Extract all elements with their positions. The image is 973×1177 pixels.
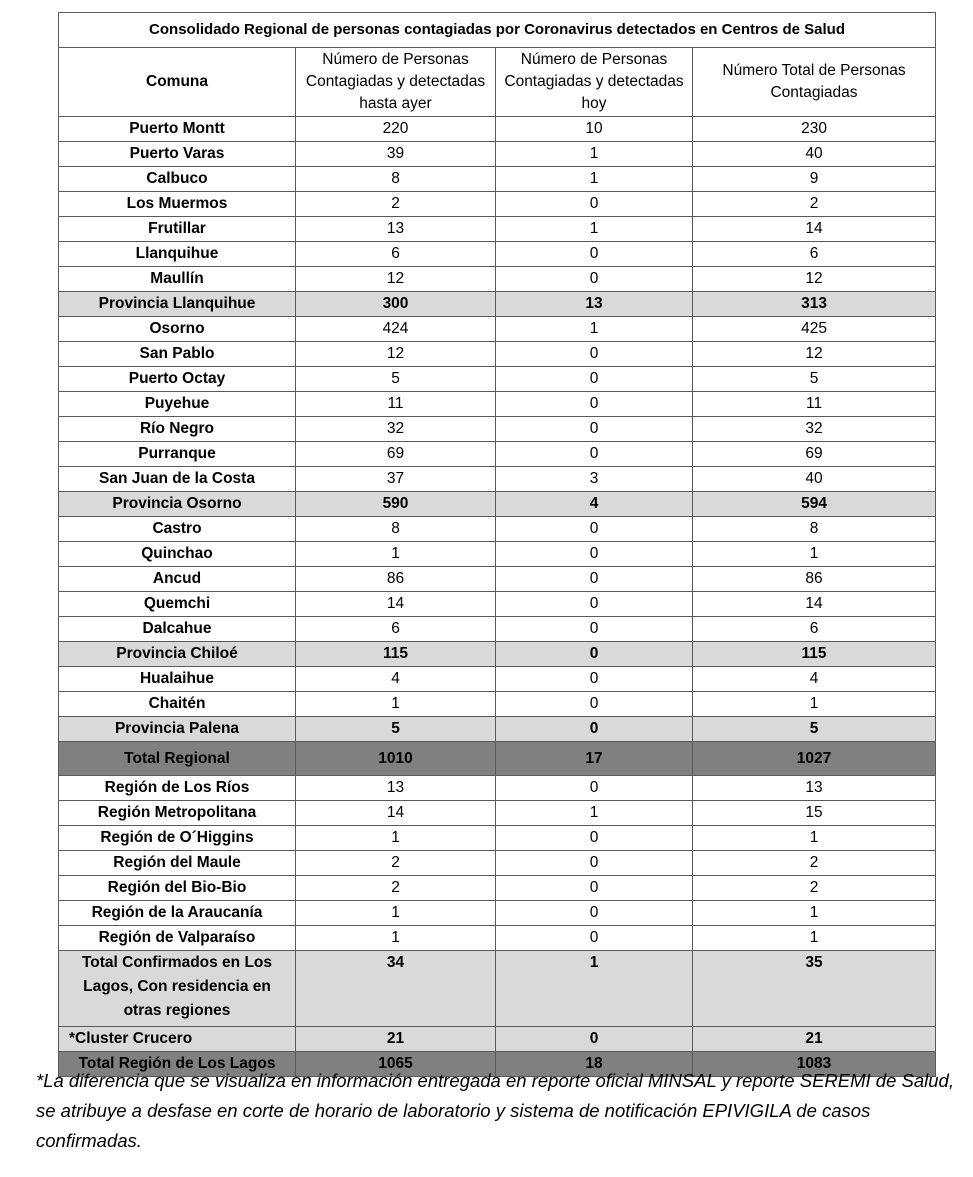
ayer-cell: 14 [296,592,496,617]
table-row [59,192,936,217]
ayer-cell: 8 [296,167,496,192]
comuna-cell: *Cluster Crucero [59,1027,296,1052]
table-title: Consolidado Regional de personas contagiadas por Coronavirus detectados en Centros de Salud [59,13,936,48]
total-cell: 1027 [693,742,936,776]
cluster-row [59,1027,936,1052]
comuna-cell: Región de O´Higgins [59,826,296,851]
header-hoy: Número de Personas Contagiadas y detectadas hoy [496,48,693,117]
table-row [59,851,936,876]
table-row [59,926,936,951]
table-title-row [59,13,936,48]
total-cell: 13 [693,776,936,801]
hoy-cell: 13 [496,292,693,317]
ayer-cell: 1 [296,692,496,717]
ayer-cell: 5 [296,367,496,392]
ayer-cell: 69 [296,442,496,467]
hoy-cell: 1 [496,142,693,167]
dark-row [59,742,936,776]
total-cell: 1083 [693,1052,936,1077]
ayer-cell: 21 [296,1027,496,1052]
total-cell: 35 [693,951,936,1027]
hoy-cell: 0 [496,242,693,267]
table-row [59,776,936,801]
table-row [59,117,936,142]
comuna-cell: Total Regional [59,742,296,776]
comuna-cell: Total Confirmados en Los Lagos, Con residencia en otras regiones [59,951,296,1027]
hoy-cell: 4 [496,492,693,517]
hoy-cell: 3 [496,467,693,492]
subtotal-row [59,951,936,1027]
ayer-cell: 12 [296,267,496,292]
hoy-cell: 0 [496,851,693,876]
header-ayer: Número de Personas Contagiadas y detectadas hasta ayer [296,48,496,117]
table-header-row [59,48,936,117]
hoy-cell: 0 [496,826,693,851]
hoy-cell: 0 [496,876,693,901]
total-cell: 69 [693,442,936,467]
comuna-cell: Puerto Octay [59,367,296,392]
ayer-cell: 1010 [296,742,496,776]
ayer-cell: 115 [296,642,496,667]
table-row [59,167,936,192]
total-cell: 12 [693,342,936,367]
ayer-cell: 2 [296,851,496,876]
hoy-cell: 0 [496,1027,693,1052]
total-cell: 6 [693,617,936,642]
total-cell: 14 [693,592,936,617]
ayer-cell: 1 [296,826,496,851]
hoy-cell: 1 [496,801,693,826]
comuna-cell: Dalcahue [59,617,296,642]
ayer-cell: 11 [296,392,496,417]
comuna-cell: Ancud [59,567,296,592]
hoy-cell: 0 [496,592,693,617]
comuna-cell: Provincia Osorno [59,492,296,517]
comuna-cell: San Juan de la Costa [59,467,296,492]
total-cell: 425 [693,317,936,342]
hoy-cell: 0 [496,542,693,567]
total-cell: 230 [693,117,936,142]
comuna-cell: Provincia Chiloé [59,642,296,667]
total-cell: 115 [693,642,936,667]
comuna-cell: Maullín [59,267,296,292]
comuna-cell: Total Región de Los Lagos [59,1052,296,1077]
ayer-cell: 13 [296,776,496,801]
comuna-cell: Región del Maule [59,851,296,876]
header-comuna: Comuna [59,48,296,117]
ayer-cell: 4 [296,667,496,692]
table-row [59,592,936,617]
comuna-cell: Frutillar [59,217,296,242]
hoy-cell: 1 [496,951,693,1027]
hoy-cell: 0 [496,517,693,542]
hoy-cell: 0 [496,776,693,801]
hoy-cell: 18 [496,1052,693,1077]
comuna-cell: Provincia Llanquihue [59,292,296,317]
total-cell: 40 [693,142,936,167]
table-row [59,242,936,267]
ayer-cell: 1 [296,901,496,926]
table-row [59,667,936,692]
ayer-cell: 300 [296,292,496,317]
total-cell: 40 [693,467,936,492]
comuna-cell: Osorno [59,317,296,342]
hoy-cell: 0 [496,667,693,692]
table-row [59,217,936,242]
total-cell: 6 [693,242,936,267]
ayer-cell: 32 [296,417,496,442]
total-cell: 2 [693,876,936,901]
hoy-cell: 0 [496,717,693,742]
total-cell: 14 [693,217,936,242]
table-row [59,826,936,851]
total-cell: 1 [693,692,936,717]
total-cell: 12 [693,267,936,292]
total-cell: 313 [693,292,936,317]
hoy-cell: 0 [496,442,693,467]
comuna-cell: Quemchi [59,592,296,617]
report-document [58,12,935,1077]
comuna-cell: Calbuco [59,167,296,192]
total-cell: 32 [693,417,936,442]
comuna-cell: San Pablo [59,342,296,367]
hoy-cell: 0 [496,692,693,717]
ayer-cell: 6 [296,242,496,267]
table-row [59,342,936,367]
comuna-cell: Purranque [59,442,296,467]
prov-row [59,492,936,517]
ayer-cell: 2 [296,192,496,217]
comuna-cell: Chaitén [59,692,296,717]
cases-table [58,12,936,1077]
hoy-cell: 1 [496,167,693,192]
total-cell: 1 [693,826,936,851]
hoy-cell: 0 [496,192,693,217]
table-row [59,901,936,926]
table-row [59,142,936,167]
ayer-cell: 590 [296,492,496,517]
hoy-cell: 10 [496,117,693,142]
total-cell: 5 [693,717,936,742]
total-cell: 9 [693,167,936,192]
total-cell: 4 [693,667,936,692]
ayer-cell: 1 [296,926,496,951]
footnote: *La diferencia que se visualiza en información entregada en reporte oficial MINSAL y reporte SEREMI de Salud, se atribuye a desfase en corte de horario de laboratorio y sistema de notificación EPIVIGILA de casos confirmadas. [36,1070,954,1151]
prov-row [59,717,936,742]
total-cell: 2 [693,192,936,217]
table-row [59,467,936,492]
table-row [59,367,936,392]
comuna-cell: Región de Los Ríos [59,776,296,801]
comuna-cell: Hualaihue [59,667,296,692]
hoy-cell: 0 [496,367,693,392]
hoy-cell: 0 [496,417,693,442]
table-row [59,267,936,292]
comuna-cell: Quinchao [59,542,296,567]
table-row [59,417,936,442]
header-total: Número Total de Personas Contagiadas [693,48,936,117]
table-row [59,801,936,826]
ayer-cell: 34 [296,951,496,1027]
ayer-cell: 8 [296,517,496,542]
ayer-cell: 5 [296,717,496,742]
hoy-cell: 0 [496,901,693,926]
total-cell: 2 [693,851,936,876]
comuna-cell: Puerto Varas [59,142,296,167]
total-cell: 11 [693,392,936,417]
total-cell: 594 [693,492,936,517]
total-cell: 1 [693,926,936,951]
ayer-cell: 220 [296,117,496,142]
table-row [59,876,936,901]
hoy-cell: 0 [496,392,693,417]
comuna-cell: Los Muermos [59,192,296,217]
comuna-cell: Castro [59,517,296,542]
ayer-cell: 86 [296,567,496,592]
hoy-cell: 17 [496,742,693,776]
table-row [59,567,936,592]
ayer-cell: 424 [296,317,496,342]
total-cell: 5 [693,367,936,392]
table-row [59,317,936,342]
hoy-cell: 1 [496,217,693,242]
comuna-cell: Región del Bio-Bio [59,876,296,901]
comuna-cell: Provincia Palena [59,717,296,742]
table-row [59,392,936,417]
ayer-cell: 6 [296,617,496,642]
hoy-cell: 0 [496,617,693,642]
ayer-cell: 2 [296,876,496,901]
total-cell: 1 [693,542,936,567]
hoy-cell: 0 [496,926,693,951]
comuna-cell: Llanquihue [59,242,296,267]
total-cell: 1 [693,901,936,926]
total-cell: 21 [693,1027,936,1052]
comuna-cell: Región de Valparaíso [59,926,296,951]
hoy-cell: 0 [496,342,693,367]
prov-row [59,642,936,667]
table-row [59,542,936,567]
hoy-cell: 0 [496,567,693,592]
table-row [59,517,936,542]
comuna-cell: Puyehue [59,392,296,417]
ayer-cell: 1 [296,542,496,567]
table-row [59,692,936,717]
comuna-cell: Río Negro [59,417,296,442]
prov-row [59,292,936,317]
total-cell: 8 [693,517,936,542]
ayer-cell: 39 [296,142,496,167]
table-row [59,442,936,467]
hoy-cell: 0 [496,267,693,292]
ayer-cell: 13 [296,217,496,242]
ayer-cell: 12 [296,342,496,367]
comuna-cell: Puerto Montt [59,117,296,142]
ayer-cell: 14 [296,801,496,826]
comuna-cell: Región Metropolitana [59,801,296,826]
table-row [59,617,936,642]
ayer-cell: 37 [296,467,496,492]
total-cell: 15 [693,801,936,826]
hoy-cell: 1 [496,317,693,342]
total-cell: 86 [693,567,936,592]
comuna-cell: Región de la Araucanía [59,901,296,926]
hoy-cell: 0 [496,642,693,667]
ayer-cell: 1065 [296,1052,496,1077]
